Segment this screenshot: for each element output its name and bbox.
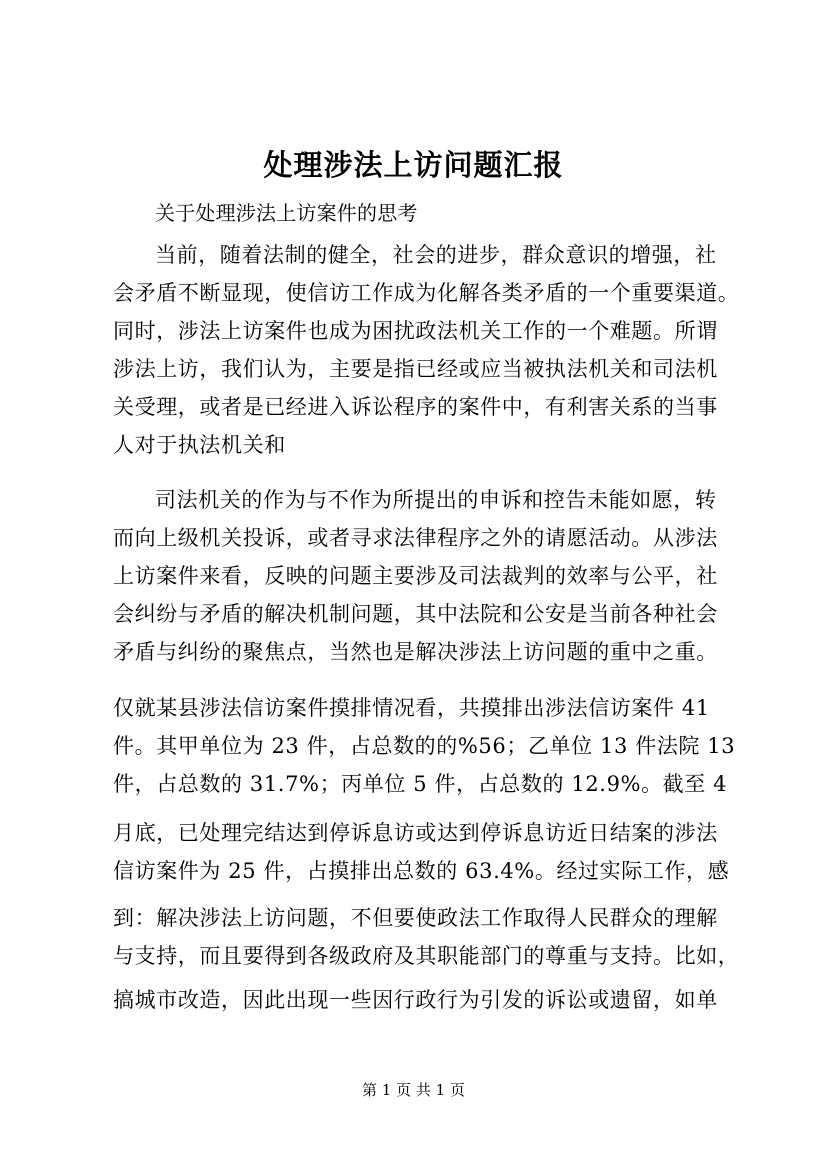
- paragraph-line: 关受理，或者是已经进入诉讼程序的案件中，有利害关系的当事: [113, 395, 718, 419]
- paragraph-line: 会纠纷与矛盾的解决机制问题，其中法院和公安是当前各种社会: [113, 602, 718, 626]
- paragraph-line: 会矛盾不断显现，使信访工作成为化解各类矛盾的一个重要渠道。: [113, 281, 740, 305]
- paragraph-line: 同时，涉法上访案件也成为困扰政法机关工作的一个难题。所谓: [113, 319, 718, 343]
- paragraph-line: 仅就某县涉法信访案件摸排情况看，共摸排出涉法信访案件 41: [113, 696, 710, 720]
- paragraph-line: 与支持，而且要得到各级政府及其职能部门的尊重与支持。比如，: [113, 944, 740, 968]
- paragraph-line: 而向上级机关投诉，或者寻求法律程序之外的请愿活动。从涉法: [113, 526, 718, 550]
- paragraph-line: 搞城市改造，因此出现一些因行政行为引发的诉讼或遗留，如单: [113, 988, 718, 1012]
- paragraph-line: 涉法上访，我们认为，主要是指已经或应当被执法机关和司法机: [113, 357, 718, 381]
- paragraph-line: 当前，随着法制的健全，社会的进步，群众意识的增强，社: [155, 243, 717, 267]
- paragraph-line: 人对于执法机关和: [113, 433, 286, 457]
- paragraph-line: 件。其甲单位为 23 件，占总数的的%56；乙单位 13 件法院 13: [113, 734, 736, 758]
- paragraph-line: 到：解决涉法上访问题，不但要使政法工作取得人民群众的理解: [113, 906, 718, 930]
- paragraph-line: 件，占总数的 31.7%；丙单位 5 件，占总数的 12.9%。截至 4: [113, 772, 728, 796]
- document-title: 处理涉法上访问题汇报: [263, 148, 564, 182]
- paragraph-line: 上访案件来看，反映的问题主要涉及司法裁判的效率与公平，社: [113, 564, 718, 588]
- section-subtitle: 关于处理涉法上访案件的思考: [155, 201, 418, 225]
- paragraph-line: 信访案件为 25 件，占摸排出总数的 63.4%。经过实际工作，感: [113, 859, 730, 883]
- paragraph-line: 月底，已处理完结达到停诉息访或达到停诉息访近日结案的涉法: [113, 821, 718, 845]
- paragraph-line: 司法机关的作为与不作为所提出的申诉和控告未能如愿，转: [155, 488, 717, 512]
- paragraph-line: 矛盾与纠纷的聚焦点，当然也是解决涉法上访问题的重中之重。: [113, 640, 718, 664]
- page-footer: 第 1 页 共 1 页: [362, 1081, 465, 1099]
